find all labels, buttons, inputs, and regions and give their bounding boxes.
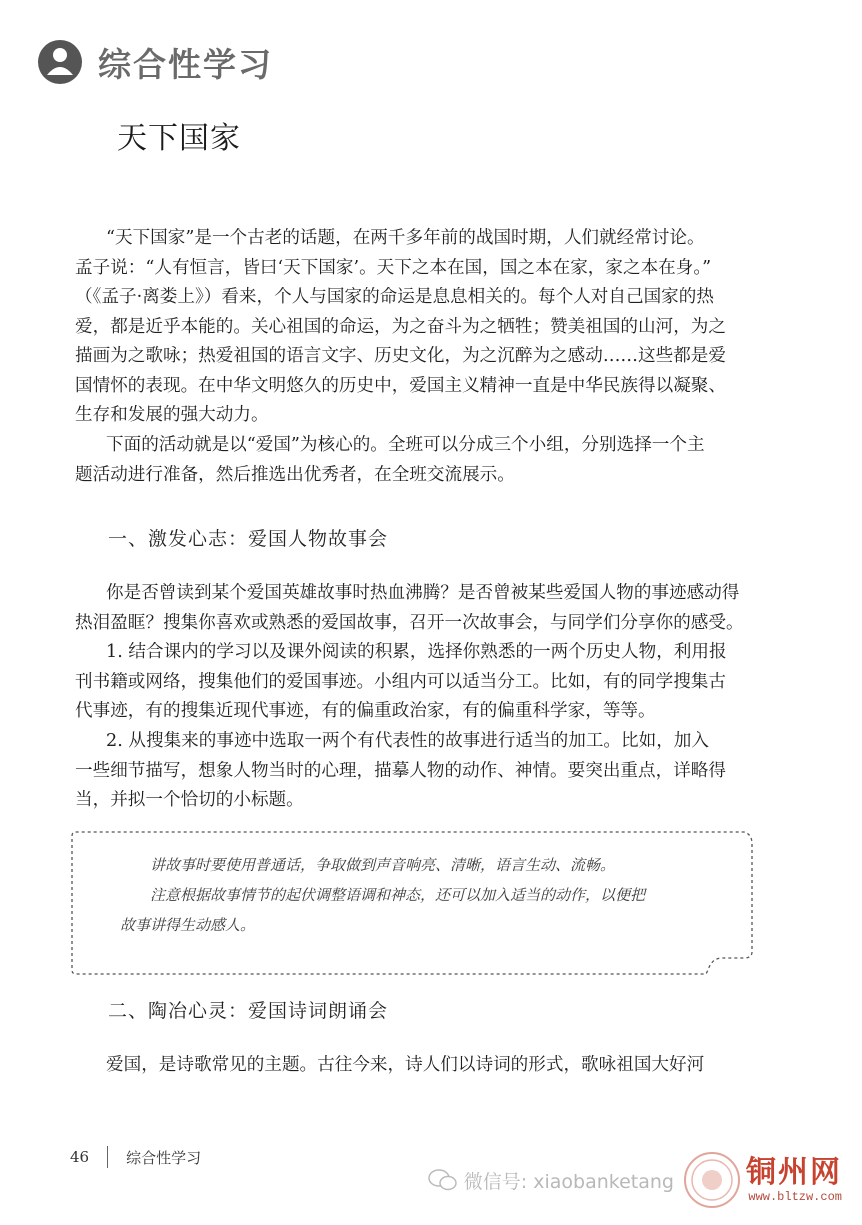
watermark-wechat: 微信号: xiaobanketang [463,1170,674,1193]
watermark [428,1150,842,1210]
watermark-url: www.bltzw.com [748,1190,842,1204]
section2-paragraph-1 [75,1051,759,1081]
lesson-title: 天下国家 [117,121,241,156]
text-line: 代事迹，有的搜集近现代事迹，有的偏重政治家，有的偏重科学家，等等。 [75,701,656,721]
text-line: 国情怀的表现。在中华文明悠久的历史中，爱国主义精神一直是中华民族得以凝聚、 [75,375,726,396]
page-footer [70,1146,201,1168]
section1-paragraph-1 [75,579,759,638]
person-silhouette-icon [36,38,84,86]
intro-paragraph [75,224,759,431]
page-number: 46 [70,1148,90,1166]
text-line: 2. 从搜集来的事迹中选取一两个有代表性的故事进行适当的加工。比如，加入 [106,731,709,751]
activity-intro-paragraph [75,431,759,490]
text-line: 爱，都是近乎本能的。关心祖国的命运，为之奋斗为之牺牲；赞美祖国的山河，为之 [75,316,726,337]
section1-paragraph-3 [75,727,759,816]
text-line: 当，并拟一个恰切的小标题。 [75,790,304,810]
section-heading-1: 一、激发心志：爱国人物故事会 [108,528,389,550]
text-line: 一些细节描写，想象人物当时的心理，描摹人物的动作、神情。要突出重点，详略得 [75,760,726,781]
text-line: （《孟子·离娄上》）看来，个人与国家的命运是息息相关的。每个人对自己国家的热 [75,287,714,307]
tip-box [68,830,758,976]
text-line: “天下国家”是一个古老的话题，在两千多年前的战国时期，人们就经常讨论。 [106,228,705,248]
text-line: 描画为之歌咏；热爱祖国的语言文字、历史文化，为之沉醉为之感动……这些都是爱 [75,346,726,366]
wechat-icon [428,1168,458,1192]
tip-line: 讲故事时要使用普通话，争取做到声音响亮、清晰，语言生动、流畅。 [150,856,616,874]
watermark-seal-icon [682,1150,742,1210]
text-line: 爱国，是诗歌常见的主题。古往今来，诗人们以诗词的形式，歌咏祖国大好河 [106,1055,705,1075]
section-heading-2: 二、陶冶心灵：爱国诗词朗诵会 [108,1000,389,1022]
text-line: 你是否曾读到某个爱国英雄故事时热血沸腾？是否曾被某些爱国人物的事迹感动得 [106,583,740,603]
section1-paragraph-2 [75,638,759,727]
tip-line: 注意根据故事情节的起伏调整语调和神态，还可以加入适当的动作，以便把 [150,886,646,904]
text-line: 刊书籍或网络，搜集他们的爱国事迹。小组内可以适当分工。比如，有的同学搜集古 [75,671,726,692]
tip-text [120,850,732,940]
tip-line: 故事讲得生动感人。 [120,916,256,934]
text-line: 1. 结合课内的学习以及课外阅读的积累，选择你熟悉的一两个历史人物，利用报 [106,642,727,662]
text-line: 题活动进行准备，然后推选出优秀者，在全班交流展示。 [75,464,515,485]
footer-section-label: 综合性学习 [126,1148,202,1167]
text-line: 下面的活动就是以“爱国”为核心的。全班可以分成三个小组，分别选择一个主 [106,435,705,455]
header-title: 综合性学习 [98,44,273,84]
text-line: 生存和发展的强大动力。 [75,405,269,425]
watermark-logo: 铜州网 [746,1155,842,1190]
page-header [36,34,273,90]
text-line: 热泪盈眶？搜集你喜欢或熟悉的爱国故事，召开一次故事会，与同学们分享你的感受。 [75,612,744,633]
footer-divider [107,1146,108,1168]
text-line: 孟子说：“人有恒言，皆曰‘天下国家’。天下之本在国，国之本在家，家之本在身。” [75,257,712,278]
